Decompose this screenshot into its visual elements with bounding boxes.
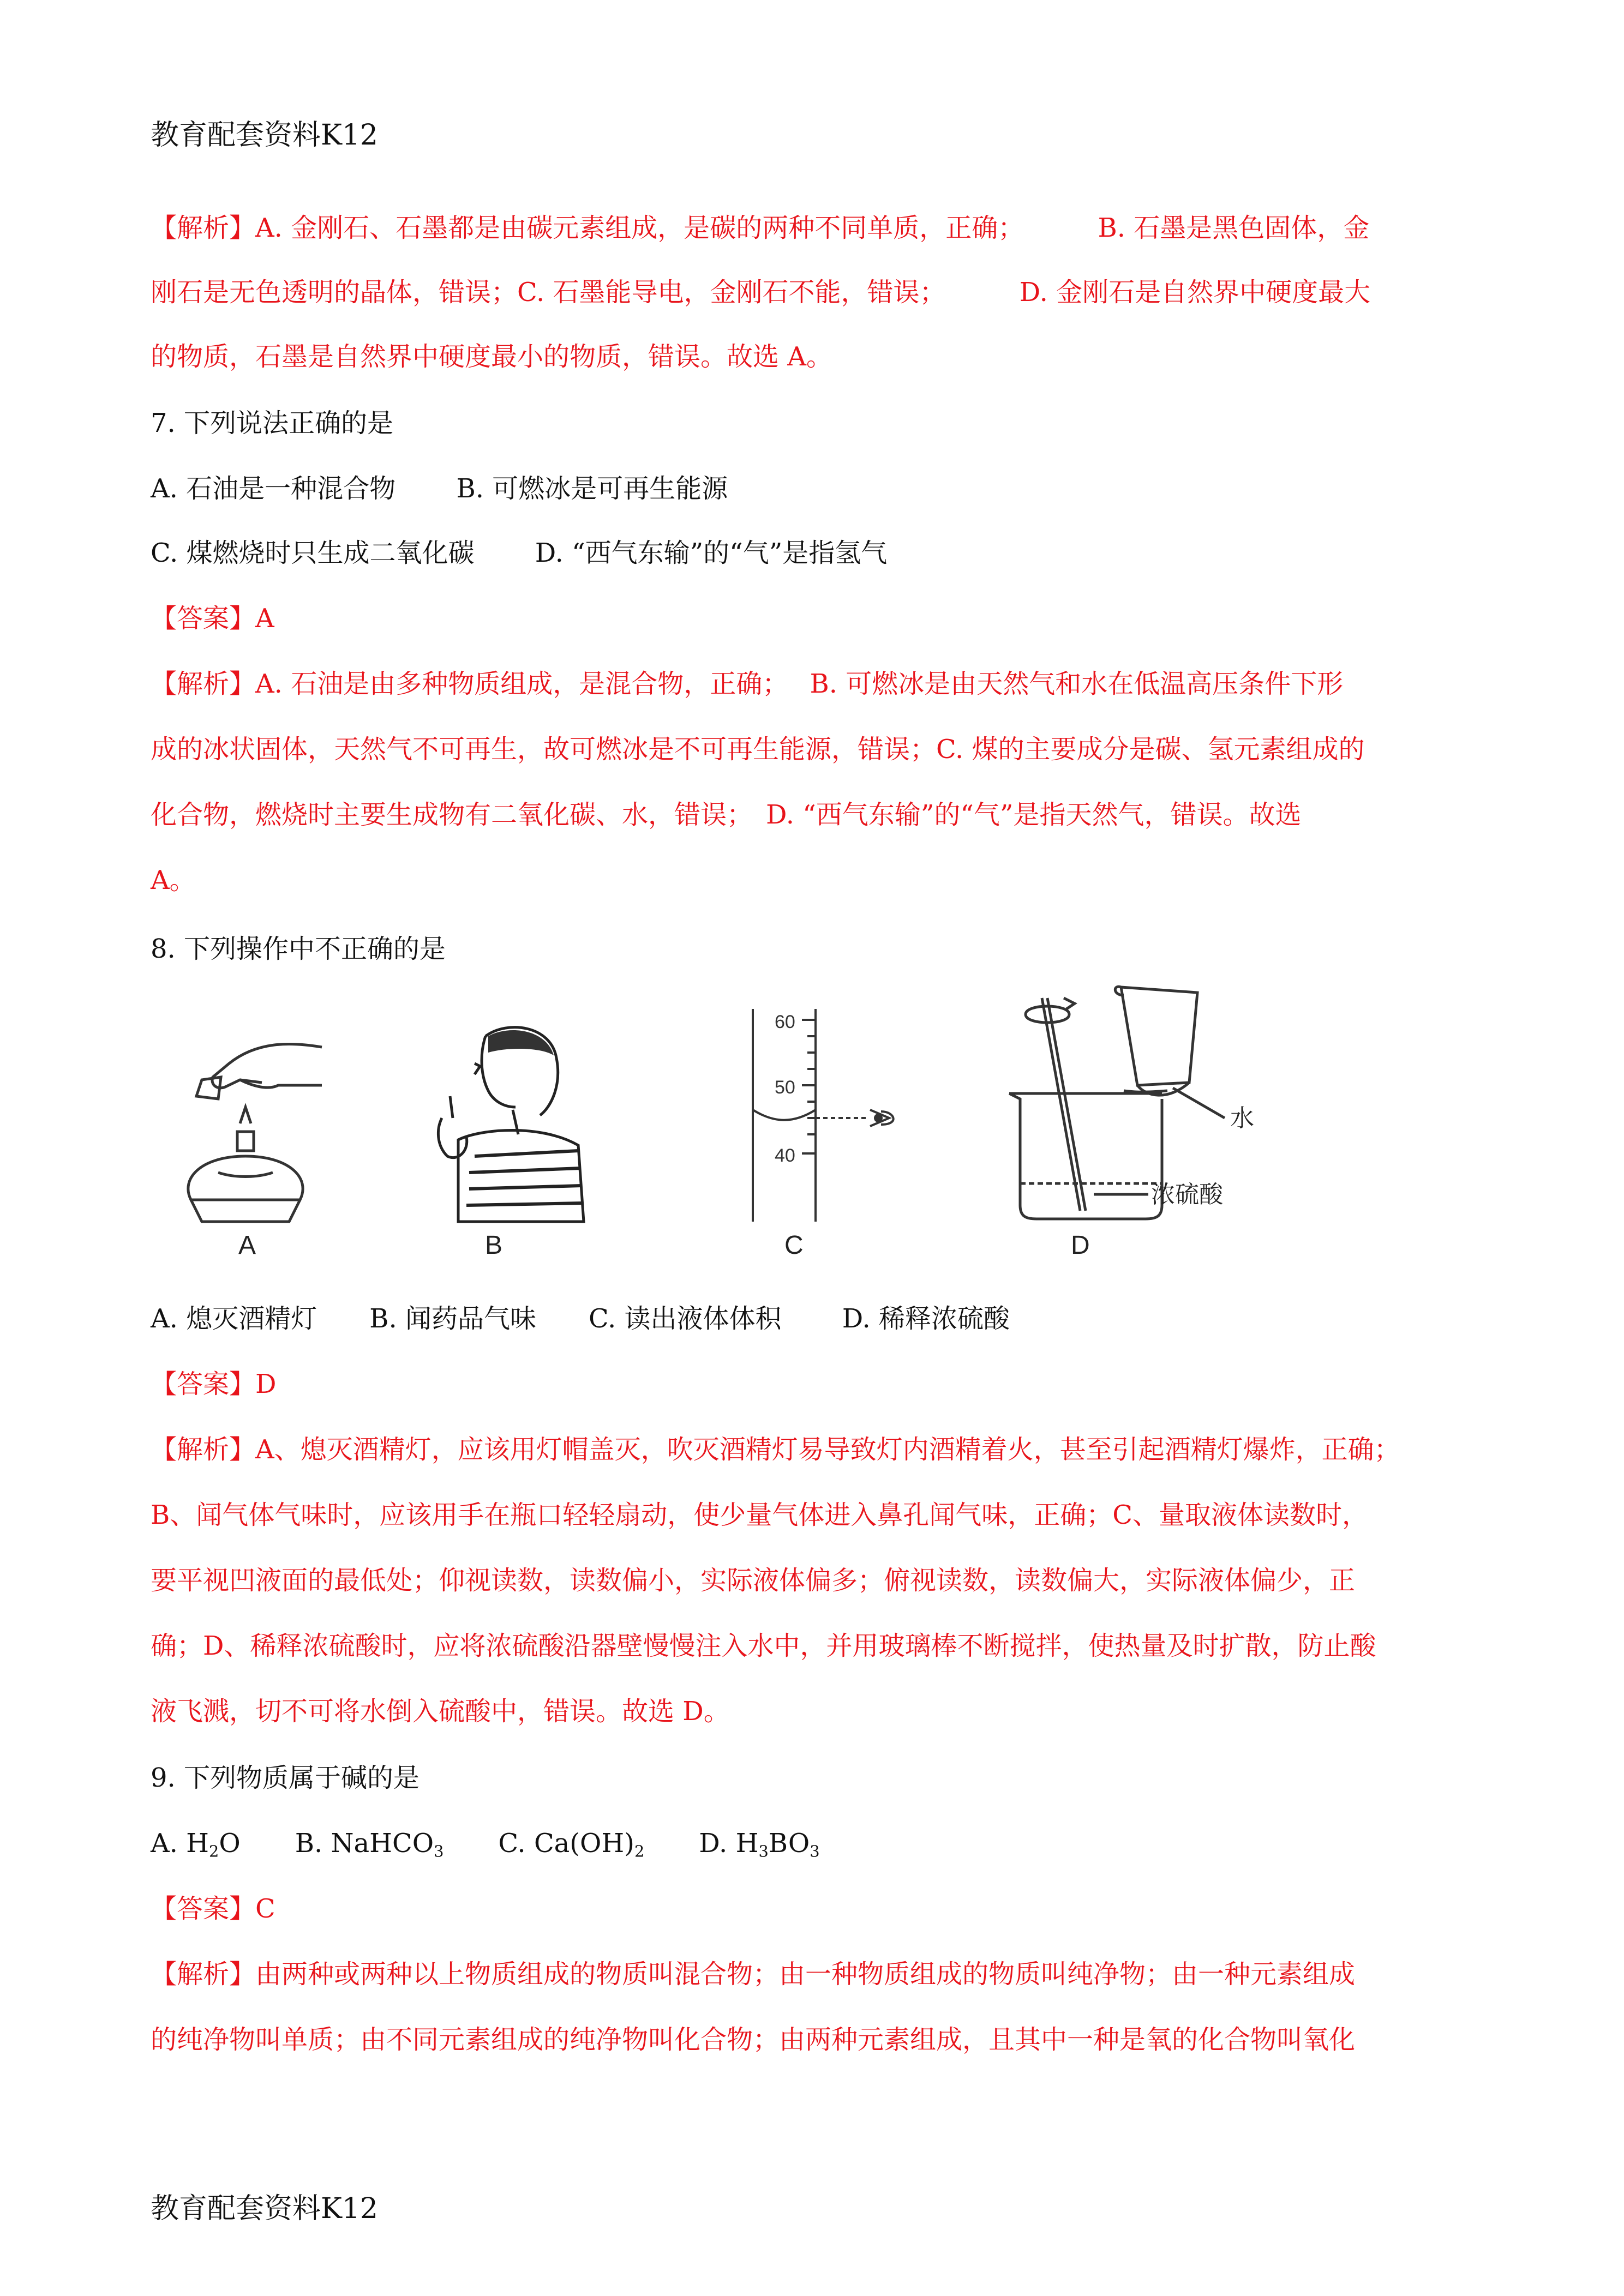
figure-c-read-cylinder	[731, 1003, 938, 1233]
q8-analysis-line-1	[151, 1433, 1400, 1466]
figure-a-label: A	[238, 1231, 256, 1260]
analysis-tag: 【解析】	[151, 1434, 256, 1465]
q6-analysis-line-1	[151, 212, 1369, 244]
q9-analysis-line-1	[151, 1958, 1355, 1991]
analysis-text: A. 石油是由多种物质组成，是混合物，正确； B. 可燃冰是由天然气和水在低温高压条件下形	[255, 669, 1344, 699]
acid-label: 浓硫酸	[1151, 1181, 1223, 1208]
q8-analysis-line-2: B、闻气体气味时，应该用手在瓶口轻轻扇动，使少量气体进入鼻孔闻气味，正确；C、量取液体读数时，	[151, 1500, 1369, 1530]
scale-40: 40	[775, 1145, 795, 1166]
q9-option-a: A. $H_2O$	[151, 1828, 241, 1861]
q7-options-ab: A. 石油是一种混合物 B. 可燃冰是可再生能源	[151, 473, 728, 504]
q9-option-d: D. $H_3BO_3$	[699, 1828, 820, 1861]
water-label: 水	[1230, 1105, 1254, 1132]
scale-60: 60	[775, 1012, 795, 1032]
q7-answer	[151, 602, 274, 635]
answer-tag: 【答案】	[151, 603, 256, 634]
q6-analysis-line-3: 的物质，石墨是自然界中硬度最小的物质，错误。故选 A。	[151, 341, 832, 372]
q8-options: A. 熄灭酒精灯 B. 闻药品气味 C. 读出液体体积 D. 稀释浓硫酸	[151, 1303, 1010, 1334]
analysis-text: A. 金刚石、石墨都是由碳元素组成，是碳的两种不同单质，正确； B. 石墨是黑色固体，金	[255, 213, 1370, 243]
answer-tag: 【答案】	[151, 1369, 256, 1399]
answer-tag: 【答案】	[151, 1894, 256, 1924]
q9-answer	[151, 1892, 275, 1925]
q7-analysis-line-3: 化合物，燃烧时主要生成物有二氧化碳、水，错误； D. “西气东输”的“气”是指天然气，错误。故选	[151, 800, 1302, 830]
figure-d-label: D	[1071, 1231, 1090, 1260]
q8-stem: 8. 下列操作中不正确的是	[151, 934, 446, 964]
figure-c-label: C	[784, 1231, 804, 1260]
q9-options	[151, 1827, 820, 1868]
analysis-tag: 【解析】	[151, 669, 256, 699]
q7-options-cd: C. 煤燃烧时只生成二氧化碳 D. “西气东输”的“气”是指氢气	[151, 538, 888, 568]
answer-value: A	[255, 603, 274, 634]
q7-stem: 7. 下列说法正确的是	[151, 408, 394, 438]
scale-50: 50	[775, 1077, 795, 1098]
figure-d-dilute-acid	[1004, 976, 1309, 1233]
page-header: 教育配套资料K12	[151, 119, 379, 152]
analysis-tag: 【解析】	[151, 1959, 256, 1990]
page-footer: 教育配套资料K12	[151, 2192, 379, 2225]
analysis-text: A、熄灭酒精灯，应该用灯帽盖灭，吹灭酒精灯易导致灯内酒精着火，甚至引起酒精灯爆炸，正确；	[255, 1434, 1400, 1465]
q7-analysis-line-4: A。	[151, 865, 196, 895]
figure-b-smell-reagent	[398, 1014, 595, 1243]
answer-value: D	[255, 1369, 277, 1399]
q9-analysis-line-2: 的纯净物叫单质；由不同元素组成的纯净物叫化合物；由两种元素组成，且其中一种是氧的化合物叫氧化	[151, 2024, 1356, 2055]
figure-b-label: B	[485, 1231, 503, 1260]
q7-analysis-line-1	[151, 668, 1343, 700]
q8-analysis-line-3: 要平视凹液面的最低处；仰视读数，读数偏小，实际液体偏多；俯视读数，读数偏大，实际液体偏少，正	[151, 1565, 1356, 1596]
analysis-text: 由两种或两种以上物质组成的物质叫混合物；由一种物质组成的物质叫纯净物；由一种元素组成	[255, 1959, 1356, 1990]
q8-analysis-line-4: 确；D、稀释浓硫酸时，应将浓硫酸沿器壁慢慢注入水中，并用玻璃棒不断搅拌，使热量及时扩散，防止酸	[151, 1631, 1376, 1661]
figure-a-alcohol-lamp	[158, 1025, 333, 1243]
q7-analysis-line-2: 成的冰状固体，天然气不可再生，故可燃冰是不可再生能源，错误；C. 煤的主要成分是碳、氢元素组成的	[151, 734, 1365, 765]
q9-stem: 9. 下列物质属于碱的是	[151, 1763, 420, 1793]
q9-option-c: C. $Ca(OH)_2$	[498, 1828, 645, 1861]
analysis-tag: 【解析】	[151, 213, 256, 243]
q8-answer	[151, 1368, 277, 1401]
q8-analysis-line-5: 液飞溅，切不可将水倒入硫酸中，错误。故选 D。	[151, 1696, 730, 1727]
q9-option-b: B. NaHCO$_3$	[295, 1828, 444, 1861]
q6-analysis-line-2: 刚石是无色透明的晶体，错误；C. 石墨能导电，金刚石不能，错误； D. 金刚石是自然界中硬度最大	[151, 277, 1371, 308]
answer-value: C	[255, 1894, 275, 1924]
